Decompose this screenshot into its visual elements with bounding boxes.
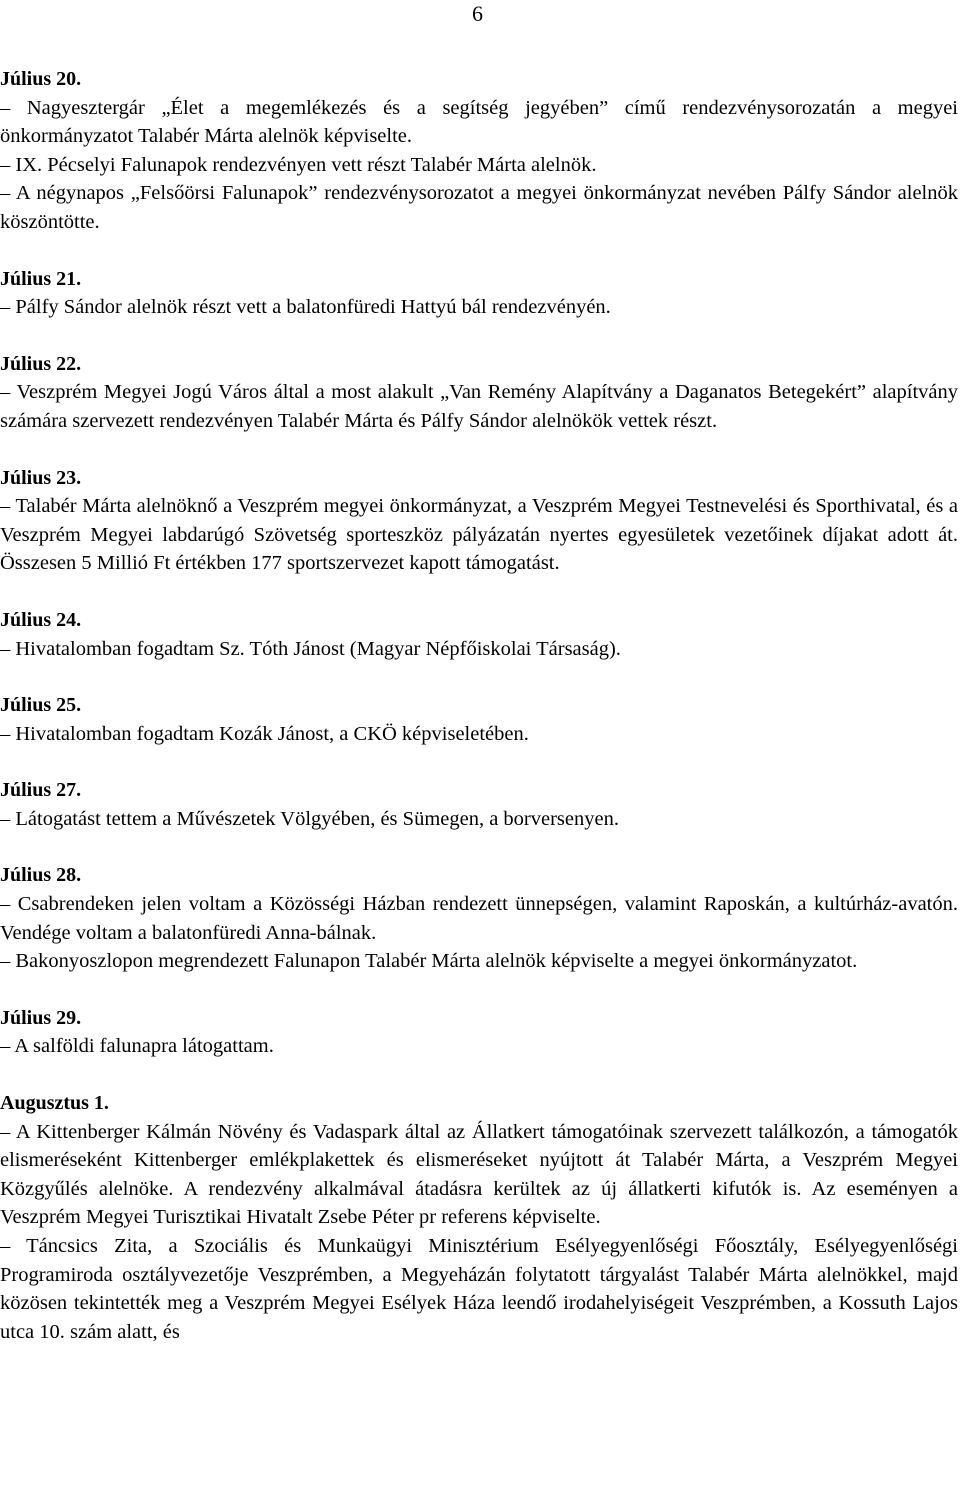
entry-august-1 xyxy=(0,1089,958,1346)
entry-paragraph: – Talabér Márta alelnöknő a Veszprém megyei önkormányzat, a Veszprém Megyei Testnevelési és Sporthivatal, és a Veszprém Megyei labdarúgó Szövetség sporteszköz pályázatán nyertes egyesületek vezetőinek díjakat adott át. Összesen 5 Millió Ft értékben 177 sportszervezet kapott támogatást. xyxy=(0,495,958,575)
entry-paragraph: – Hivatalomban fogadtam Sz. Tóth Jánost (Magyar Népfőiskolai Társaság). xyxy=(0,637,621,660)
entry-date: Július 20. xyxy=(0,68,82,90)
entry-date: Július 27. xyxy=(0,779,82,802)
entry-date: Július 21. xyxy=(0,267,82,290)
page-number: 6 xyxy=(472,1,483,26)
entry-date: Július 22. xyxy=(0,352,82,375)
entry-july-27 xyxy=(0,776,958,833)
entry-date: Július 23. xyxy=(0,466,82,489)
entry-date: Július 28. xyxy=(0,864,82,887)
entry-paragraph: – Csabrendeken jelen voltam a Közösségi Házban rendezett ünnepségen, valamint Raposkán, a kultúrház-avatón. Vendége voltam a balatonfüredi Anna-bálnak. xyxy=(0,893,958,944)
entry-date: Július 29. xyxy=(0,1006,82,1029)
entry-paragraph: – A négynapos „Felsőörsi Falunapok” rendezvénysorozatot a megyei önkormányzat nevében Pálfy Sándor alelnök köszöntötte. xyxy=(0,182,958,233)
entry-paragraph: – Nagyesztergár „Élet a megemlékezés és a segítség jegyében” című rendezvénysorozatán a megyei önkormányzatot Talabér Márta alelnök képviselte. xyxy=(0,96,958,148)
entry-date: Július 24. xyxy=(0,608,82,631)
entry-july-20 xyxy=(0,65,958,237)
entry-july-22 xyxy=(0,350,958,436)
entry-july-21 xyxy=(0,265,958,322)
entry-paragraph: – A Kittenberger Kálmán Növény és Vadaspark által az Állatkert támogatóinak szervezett találkozón, a támogatók elismeréseként Kittenberger emlékplakettek és elismeréseket nyújtott át Talabér Márta, a Veszprém Megyei Közgyűlés alelnöke. A rendezvény alkalmával átadásra kerültek az új állatkerti kifutók is. Az eseményen a Veszprém Megyei Turisztikai Hivatalt Zsebe Péter pr referens képviselte. xyxy=(0,1120,958,1229)
entry-paragraph: – Pálfy Sándor alelnök részt vett a balatonfüredi Hattyú bál rendezvényén. xyxy=(0,296,611,319)
entry-paragraph: – Látogatást tettem a Művészetek Völgyében, és Sümegen, a borversenyen. xyxy=(0,807,619,830)
entry-paragraph: – Veszprém Megyei Jogú Város által a most alakult „Van Remény Alapítvány a Daganatos Betegekért” alapítvány számára szervezett rendezvényen Talabér Márta és Pálfy Sándor alelnökök vettek részt. xyxy=(0,381,958,432)
entry-date: Augusztus 1. xyxy=(0,1092,109,1115)
entry-july-28 xyxy=(0,861,958,975)
entry-july-29 xyxy=(0,1004,958,1061)
entry-paragraph: – IX. Pécselyi Falunapok rendezvényen vett részt Talabér Márta alelnök. xyxy=(0,153,597,176)
entry-july-23 xyxy=(0,464,958,578)
entry-paragraph: – Táncsics Zita, a Szociális és Munkaügyi Minisztérium Esélyegyenlőségi Főosztály, Esélyegyenlőségi Programiroda osztályvezetője Veszprémben, a Megyeházán folytatott tárgyalást Talabér Márta alelnökkel, majd közösen tekintették meg a Veszprém Megyei Esélyek Háza leendő irodahelyiségeit Veszprémben, a Kossuth Lajos utca 10. szám alatt, és xyxy=(0,1235,958,1343)
entry-date: Július 25. xyxy=(0,694,82,717)
entry-july-24 xyxy=(0,606,958,663)
entry-paragraph: – Hivatalomban fogadtam Kozák Jánost, a CKÖ képviseletében. xyxy=(0,722,529,745)
entry-paragraph: – Bakonyoszlopon megrendezett Falunapon Talabér Márta alelnök képviselte a megyei önkormányzatot. xyxy=(0,950,858,973)
entry-paragraph: – A salföldi falunapra látogattam. xyxy=(0,1035,274,1058)
document-body xyxy=(0,65,958,1374)
entry-july-25 xyxy=(0,691,958,748)
